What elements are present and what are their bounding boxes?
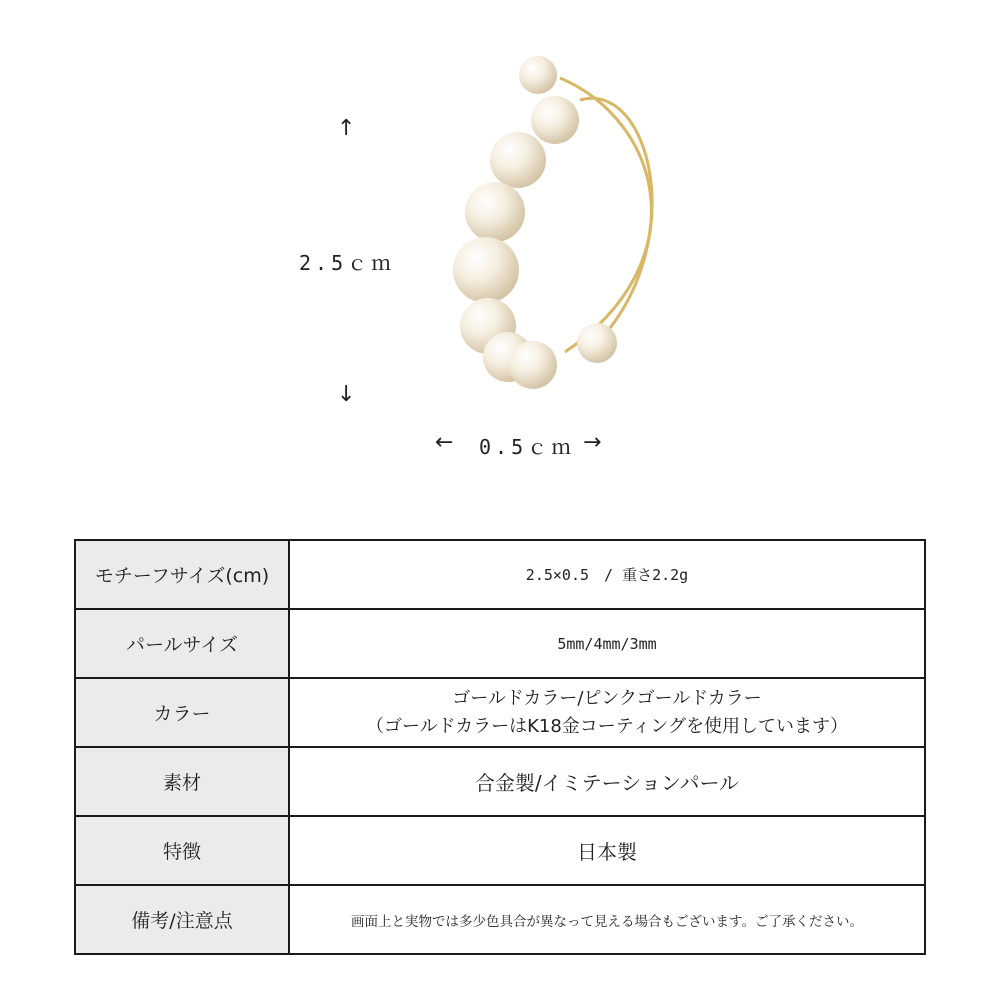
table-row <box>75 885 925 954</box>
spec-value-pearl-size: 5mm/4mm/3mm <box>289 609 925 678</box>
table-row <box>75 609 925 678</box>
spec-label-color: カラー <box>75 678 289 747</box>
arrow-right-icon: → <box>583 430 602 455</box>
table-row <box>75 816 925 885</box>
pearl <box>509 341 557 389</box>
width-dimension-label: 0.5ｃｍ <box>479 435 576 459</box>
product-spec-table <box>74 539 926 955</box>
pearl <box>453 237 519 303</box>
spec-label-feature: 特徴 <box>75 816 289 885</box>
spec-label-pearl-size: パールサイズ <box>75 609 289 678</box>
pearl <box>577 323 617 363</box>
pearl <box>531 96 579 144</box>
spec-value-color-line1: ゴールドカラー/ピンクゴールドカラー <box>452 687 762 709</box>
pearl <box>465 182 525 242</box>
spec-value-color <box>289 678 925 747</box>
spec-value-motif-size: 2.5×0.5 / 重さ2.2g <box>289 540 925 609</box>
arrow-up-icon: ↑ <box>337 116 356 141</box>
table-row <box>75 747 925 816</box>
spec-label-notes: 備考/注意点 <box>75 885 289 954</box>
table-row <box>75 540 925 609</box>
pearl <box>490 132 546 188</box>
spec-value-color-line2: （ゴールドカラーはK18金コーティングを使用しています） <box>365 715 848 737</box>
spec-value-material: 合金製/イミテーションパール <box>289 747 925 816</box>
pearl <box>519 56 557 94</box>
spec-label-motif-size: モチーフサイズ(cm) <box>75 540 289 609</box>
spec-value-feature: 日本製 <box>289 816 925 885</box>
spec-label-material: 素材 <box>75 747 289 816</box>
table-row <box>75 678 925 747</box>
spec-value-notes: 画面上と実物では多少色具合が異なって見える場合もございます。ご了承ください。 <box>289 885 925 954</box>
arrow-down-icon: ↓ <box>337 382 356 407</box>
height-dimension-label: 2.5ｃｍ <box>299 251 396 275</box>
arrow-left-icon: ← <box>435 430 454 455</box>
